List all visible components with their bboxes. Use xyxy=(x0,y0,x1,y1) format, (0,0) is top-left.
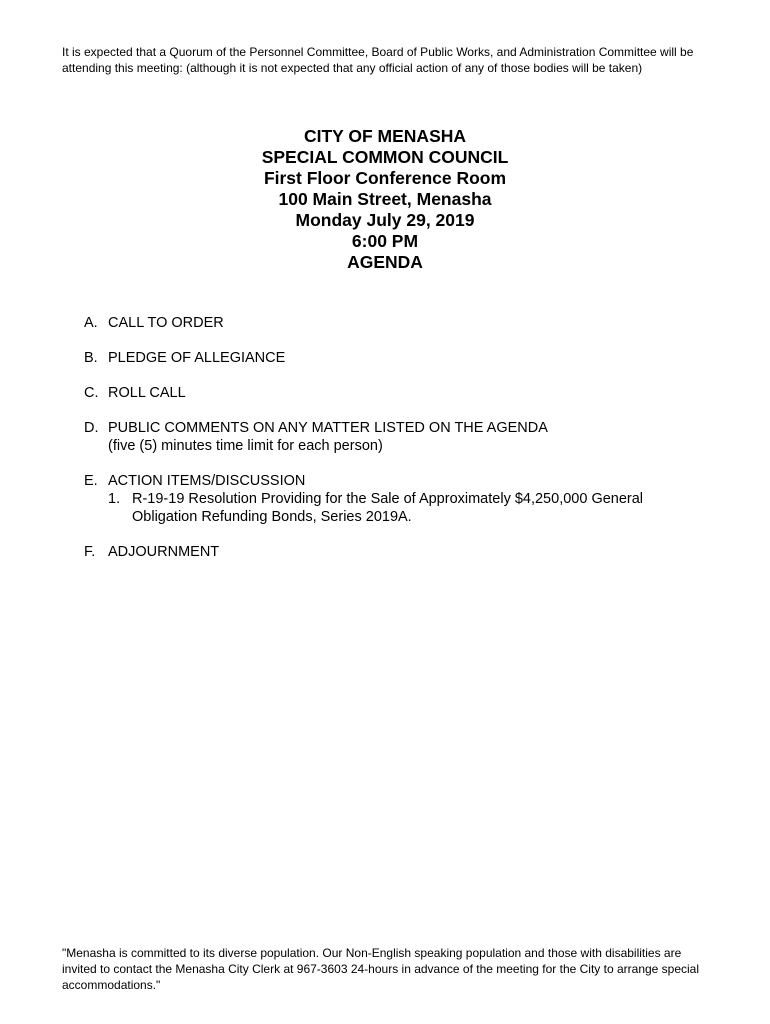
meeting-date: Monday July 29, 2019 xyxy=(295,210,475,230)
agenda-item-letter: F. xyxy=(84,544,96,560)
agenda-item-action-items xyxy=(84,472,704,526)
agenda-item-text: PLEDGE OF ALLEGIANCE xyxy=(108,350,286,366)
city-name: CITY OF MENASHA xyxy=(303,126,467,146)
agenda-item-call-to-order xyxy=(84,314,704,332)
agenda-item-public-comments xyxy=(84,419,704,455)
agenda-item-roll-call xyxy=(84,384,704,402)
agenda-list xyxy=(84,314,704,561)
meeting-address: 100 Main Street, Menasha xyxy=(278,189,492,209)
council-name: SPECIAL COMMON COUNCIL xyxy=(261,147,509,167)
agenda-subitem-text: R-19-19 Resolution Providing for the Sale of Approximately $4,250,000 General Obligation Refunding Bonds, Series 2019A. xyxy=(132,491,644,525)
agenda-item-letter: B. xyxy=(84,350,98,366)
agenda-item-letter: C. xyxy=(84,385,99,401)
agenda-item-text: PUBLIC COMMENTS ON ANY MATTER LISTED ON THE AGENDA xyxy=(108,420,548,436)
agenda-item-adjournment xyxy=(84,543,704,561)
agenda-subitem-number: 1. xyxy=(108,491,121,507)
agenda-item-pledge xyxy=(84,349,704,367)
meeting-room: First Floor Conference Room xyxy=(263,168,507,188)
agenda-item-note: (five (5) minutes time limit for each person) xyxy=(108,438,383,454)
agenda-item-letter: D. xyxy=(84,420,99,436)
agenda-title: AGENDA xyxy=(347,252,423,272)
agenda-item-text: ACTION ITEMS/DISCUSSION xyxy=(108,473,306,489)
agenda-item-text: ADJOURNMENT xyxy=(108,544,220,560)
agenda-item-letter: A. xyxy=(84,315,98,331)
agenda-subitem xyxy=(108,490,704,526)
meeting-time: 6:00 PM xyxy=(351,231,419,251)
meeting-header xyxy=(0,126,770,273)
agenda-item-letter: E. xyxy=(84,473,98,489)
agenda-item-text: ROLL CALL xyxy=(108,385,186,401)
agenda-item-text: CALL TO ORDER xyxy=(108,315,224,331)
accessibility-notice: "Menasha is committed to its diverse population. Our Non-English speaking population and those with disabilities are invited to contact the Menasha City Clerk at 967-3603 24-hours in advance of the meeting for the City to arrange special accommodations." xyxy=(62,946,700,992)
quorum-notice: It is expected that a Quorum of the Personnel Committee, Board of Public Works, and Administration Committee will be attending this meeting: (although it is not expected that any official action of any of those bodies will be taken) xyxy=(62,45,694,75)
